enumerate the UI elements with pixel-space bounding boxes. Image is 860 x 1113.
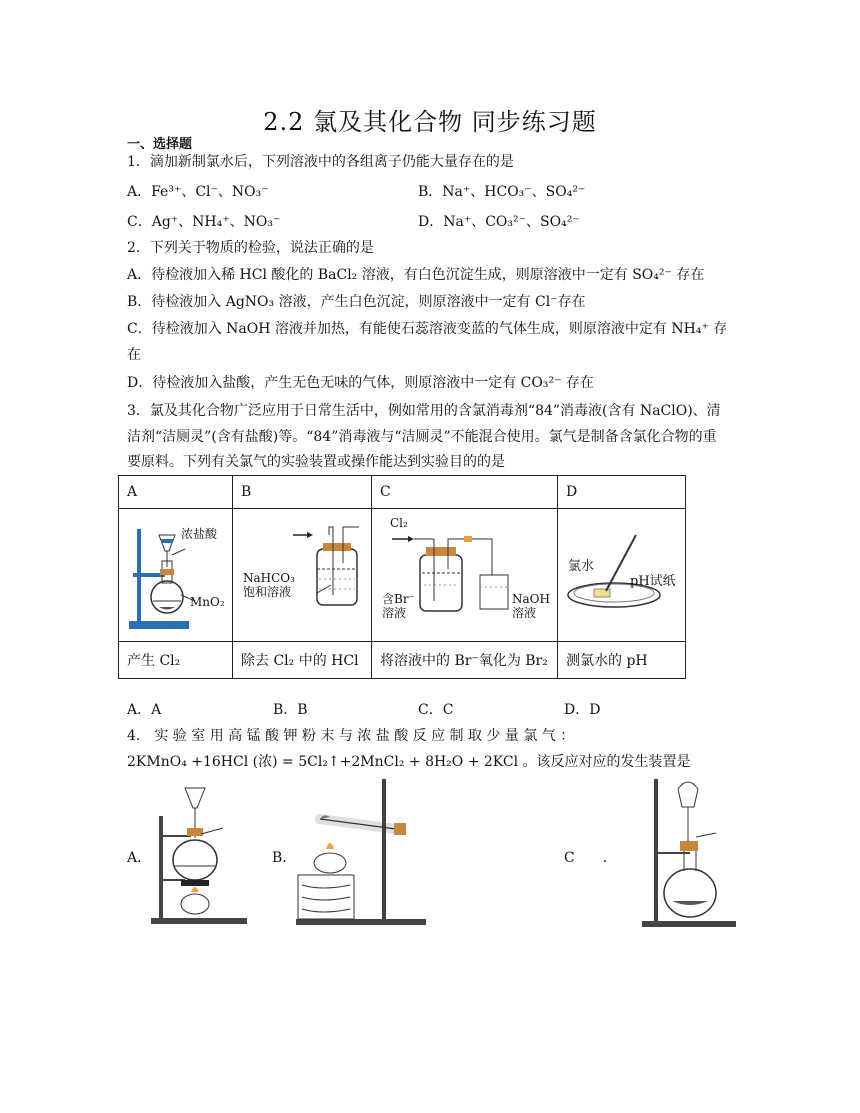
q3-option-a: A．A xyxy=(127,702,162,718)
q1-option-d: D．Na⁺、CO₃²⁻、SO₄²⁻ xyxy=(418,214,580,230)
caption-d: 测氯水的 pH xyxy=(558,642,686,679)
caption-c: 将溶液中的 Br⁻氧化为 Br₂ xyxy=(372,642,558,679)
label-br-solution: 含Br⁻ xyxy=(382,592,415,606)
col-header-d: D xyxy=(558,476,686,509)
q1-stem: 1．滴加新制氯水后，下列溶液中的各组离子仍能大量存在的是 xyxy=(127,154,514,170)
caption-b: 除去 Cl₂ 中的 HCl xyxy=(233,642,372,679)
apparatus-a-figure xyxy=(145,780,255,930)
experiment-table xyxy=(118,475,686,679)
q3-option-c: C．C xyxy=(418,702,454,718)
page-title: 2.2 氯及其化合物 同步练习题 xyxy=(263,108,597,136)
label-cl2-gas: Cl₂ xyxy=(390,516,408,530)
q2-option-b: B．待检液加入 AgNO₃ 溶液，产生白色沉淀，则原溶液中一定有 Cl⁻存在 xyxy=(127,294,586,310)
label-naoh: NaOH xyxy=(512,592,550,606)
q1-option-a: A．Fe³⁺、Cl⁻、NO₃⁻ xyxy=(127,184,269,200)
q2-option-a: A．待检液加入稀 HCl 酸化的 BaCl₂ 溶液，有白色沉淀生成，则原溶液中一定有 SO₄²⁻ 存在 xyxy=(127,267,705,283)
caption-a: 产生 Cl₂ xyxy=(119,642,233,679)
label-nahco3: NaHCO₃ xyxy=(243,571,295,585)
label-chlorine-water: 氯水 xyxy=(568,559,595,574)
q3-stem-line3: 要原料。下列有关氯气的实验装置或操作能达到实验目的的是 xyxy=(127,454,505,470)
q2-option-c-cont: 在 xyxy=(127,347,141,363)
q4-option-a-label: A． xyxy=(127,850,152,866)
section-heading: 一、选择题 xyxy=(127,137,193,152)
label-ph-paper: pH试纸 xyxy=(630,574,676,589)
label-br-solution-2: 溶液 xyxy=(382,606,407,620)
q3-option-d: D．D xyxy=(564,702,601,718)
col-header-b: B xyxy=(233,476,372,509)
q4-option-b-label: B． xyxy=(272,850,297,866)
q2-stem: 2．下列关于物质的检验，说法正确的是 xyxy=(127,240,374,256)
col-header-c: C xyxy=(372,476,558,509)
label-saturated-solution: 饱和溶液 xyxy=(243,585,292,599)
q3-stem-line1: 3．氯及其化合物广泛应用于日常生活中，例如常用的含氯消毒剂“84”消毒液(含有 NaClO)、清 xyxy=(127,403,721,419)
q4-option-c-label: C . xyxy=(564,850,608,866)
q3-stem-line2: 洁剂“洁厕灵”(含有盐酸)等。“84”消毒液与“洁厕灵”不能混合使用。氯气是制备含氯化合物的重 xyxy=(127,429,717,445)
q4-equation: 2KMnO₄ +16HCl (浓) = 5Cl₂↑+2MnCl₂ + 8H₂O + 2KCl 。该反应对应的发生装置是 xyxy=(127,754,691,770)
label-naoh-solution: 溶液 xyxy=(512,606,537,620)
q2-option-c: C．待检液加入 NaOH 溶液并加热，有能使石蕊溶液变蓝的气体生成，则原溶液中定有 NH₄⁺ 存 xyxy=(127,321,728,337)
apparatus-b-figure xyxy=(290,775,430,930)
q3-option-b: B．B xyxy=(273,702,308,718)
q4-stem-line1: 4． 实 验 室 用 高 锰 酸 钾 粉 末 与 浓 盐 酸 反 应 制 取 少 量 氯 气 ： xyxy=(127,728,575,744)
col-header-a: A xyxy=(119,476,233,509)
q2-option-d: D．待检液加入盐酸，产生无色无味的气体，则原溶液中一定有 CO₃²⁻ 存在 xyxy=(127,375,594,391)
q1-option-b: B．Na⁺、HCO₃⁻、SO₄²⁻ xyxy=(418,184,586,200)
label-conc-hcl: 浓盐酸 xyxy=(181,527,218,541)
q1-option-c: C．Ag⁺、NH₄⁺、NO₃⁻ xyxy=(127,214,281,230)
label-mno2: MnO₂ xyxy=(190,595,225,609)
apparatus-c-figure xyxy=(640,775,740,930)
